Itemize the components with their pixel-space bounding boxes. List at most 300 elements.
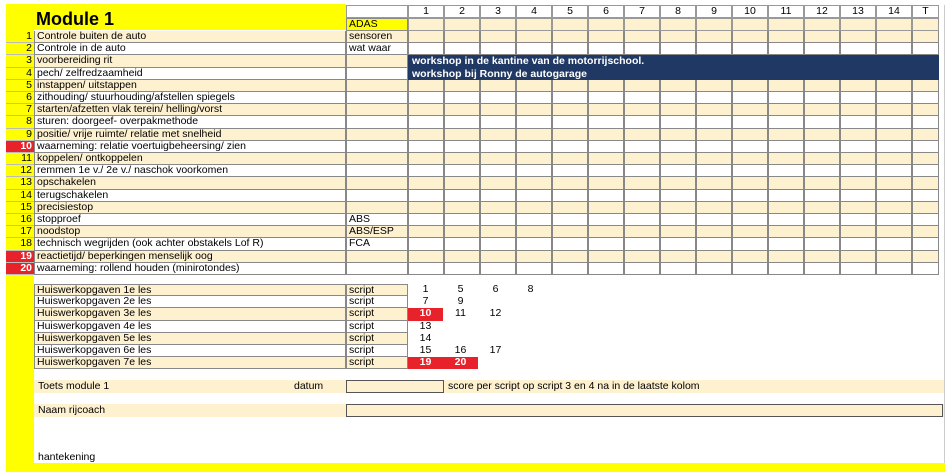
grid-cell[interactable]	[768, 104, 804, 116]
grid-cell[interactable]	[444, 92, 480, 104]
row-adas	[346, 80, 408, 92]
grid-cell[interactable]	[444, 190, 480, 202]
row-number: 11	[6, 153, 34, 165]
grid-cell[interactable]	[444, 177, 480, 189]
grid-cell[interactable]	[876, 177, 912, 189]
grid-cell[interactable]	[588, 190, 624, 202]
grid-cell[interactable]	[552, 80, 588, 92]
grid-cell[interactable]	[732, 92, 768, 104]
homework-type: script	[346, 345, 408, 357]
row-label: instappen/ uitstappen	[34, 80, 346, 92]
grid-cell[interactable]	[732, 238, 768, 250]
grid-cell[interactable]	[516, 80, 552, 92]
grid-cell[interactable]	[840, 129, 876, 141]
grid-cell[interactable]	[696, 43, 732, 55]
grid-cell[interactable]	[696, 251, 732, 263]
grid-cell[interactable]	[876, 202, 912, 214]
grid-cell[interactable]	[624, 92, 660, 104]
grid-cell[interactable]	[768, 31, 804, 43]
row-adas	[346, 55, 408, 67]
grid-cell[interactable]	[660, 43, 696, 55]
grid-cell[interactable]	[444, 226, 480, 238]
grid-cell[interactable]	[624, 31, 660, 43]
grid-cell[interactable]	[660, 31, 696, 43]
grid-cell[interactable]	[912, 238, 939, 250]
grid-cell[interactable]	[768, 92, 804, 104]
grid-cell[interactable]	[660, 153, 696, 165]
grid-cell[interactable]	[480, 80, 516, 92]
grid-cell[interactable]	[696, 31, 732, 43]
row-label: opschakelen	[34, 177, 346, 189]
row-number: 1	[6, 31, 34, 43]
grid-cell[interactable]	[696, 202, 732, 214]
grid-cell[interactable]	[624, 190, 660, 202]
grid-cell[interactable]	[624, 238, 660, 250]
grid-cell[interactable]	[552, 177, 588, 189]
grid-cell[interactable]	[660, 80, 696, 92]
column-subheader	[768, 18, 804, 31]
grid-cell[interactable]	[444, 116, 480, 128]
grid-cell[interactable]	[552, 263, 588, 275]
homework-label: Huiswerkopgaven 3e les	[34, 308, 346, 320]
grid-cell[interactable]	[444, 129, 480, 141]
grid-cell[interactable]	[660, 263, 696, 275]
naam-rijcoach-field[interactable]	[346, 404, 943, 417]
grid-cell[interactable]	[624, 43, 660, 55]
grid-cell[interactable]	[588, 238, 624, 250]
grid-cell[interactable]	[552, 31, 588, 43]
grid-cell[interactable]	[912, 226, 939, 238]
grid-cell[interactable]	[552, 92, 588, 104]
grid-cell[interactable]	[696, 141, 732, 153]
grid-cell[interactable]	[660, 165, 696, 177]
grid-cell[interactable]	[444, 31, 480, 43]
grid-cell[interactable]	[516, 226, 552, 238]
grid-cell[interactable]	[408, 116, 444, 128]
grid-cell[interactable]	[624, 202, 660, 214]
grid-cell[interactable]	[588, 104, 624, 116]
grid-cell[interactable]	[624, 153, 660, 165]
grid-cell[interactable]	[732, 202, 768, 214]
grid-cell[interactable]	[480, 43, 516, 55]
grid-cell[interactable]	[552, 116, 588, 128]
grid-cell[interactable]	[516, 251, 552, 263]
grid-cell[interactable]	[804, 238, 840, 250]
grid-cell[interactable]	[660, 190, 696, 202]
grid-cell[interactable]	[696, 129, 732, 141]
grid-cell[interactable]	[912, 80, 939, 92]
grid-cell[interactable]	[444, 165, 480, 177]
grid-cell[interactable]	[876, 141, 912, 153]
row-label: starten/afzetten vlak terein/ helling/vorst	[34, 104, 346, 116]
row-number: 18	[6, 238, 34, 250]
grid-cell[interactable]	[480, 141, 516, 153]
grid-cell[interactable]	[912, 129, 939, 141]
grid-cell[interactable]	[660, 214, 696, 226]
grid-cell[interactable]	[804, 141, 840, 153]
grid-cell[interactable]	[480, 129, 516, 141]
grid-cell[interactable]	[804, 129, 840, 141]
grid-cell[interactable]	[840, 104, 876, 116]
grid-cell[interactable]	[480, 251, 516, 263]
grid-cell[interactable]	[408, 202, 444, 214]
grid-cell[interactable]	[732, 43, 768, 55]
grid-cell[interactable]	[840, 251, 876, 263]
grid-cell[interactable]	[912, 190, 939, 202]
grid-cell[interactable]	[552, 129, 588, 141]
grid-cell[interactable]	[444, 202, 480, 214]
grid-cell[interactable]	[912, 141, 939, 153]
grid-cell[interactable]	[912, 214, 939, 226]
grid-cell[interactable]	[768, 251, 804, 263]
grid-cell[interactable]	[516, 238, 552, 250]
grid-cell[interactable]	[804, 104, 840, 116]
grid-cell[interactable]	[732, 116, 768, 128]
grid-cell[interactable]	[552, 190, 588, 202]
grid-cell[interactable]	[768, 238, 804, 250]
grid-cell[interactable]	[660, 226, 696, 238]
grid-cell[interactable]	[408, 31, 444, 43]
grid-cell[interactable]	[732, 153, 768, 165]
grid-cell[interactable]	[480, 263, 516, 275]
grid-cell[interactable]	[840, 116, 876, 128]
grid-cell[interactable]	[804, 116, 840, 128]
grid-cell[interactable]	[768, 141, 804, 153]
grid-cell[interactable]	[516, 202, 552, 214]
grid-cell[interactable]	[588, 214, 624, 226]
grid-cell[interactable]	[624, 141, 660, 153]
homework-type: script	[346, 333, 408, 345]
grid-cell[interactable]	[768, 43, 804, 55]
grid-cell[interactable]	[732, 141, 768, 153]
grid-cell[interactable]	[516, 263, 552, 275]
grid-cell[interactable]	[696, 226, 732, 238]
grid-cell[interactable]	[804, 80, 840, 92]
grid-cell[interactable]	[660, 116, 696, 128]
grid-cell[interactable]	[768, 165, 804, 177]
grid-cell[interactable]	[552, 104, 588, 116]
grid-cell[interactable]	[912, 31, 939, 43]
grid-cell[interactable]	[876, 129, 912, 141]
grid-cell[interactable]	[696, 153, 732, 165]
grid-cell[interactable]	[696, 263, 732, 275]
grid-cell[interactable]	[408, 129, 444, 141]
grid-cell[interactable]	[876, 190, 912, 202]
grid-cell[interactable]	[480, 92, 516, 104]
grid-cell[interactable]	[660, 251, 696, 263]
grid-cell[interactable]	[696, 116, 732, 128]
grid-cell[interactable]	[516, 43, 552, 55]
grid-cell[interactable]	[804, 214, 840, 226]
grid-cell[interactable]	[804, 92, 840, 104]
grid-cell[interactable]	[876, 104, 912, 116]
row-label: remmen 1e v./ 2e v./ naschok voorkomen	[34, 165, 346, 177]
grid-cell[interactable]	[876, 92, 912, 104]
row-adas	[346, 104, 408, 116]
grid-cell[interactable]	[480, 104, 516, 116]
grid-cell[interactable]	[516, 104, 552, 116]
grid-cell[interactable]	[840, 43, 876, 55]
grid-cell[interactable]	[588, 129, 624, 141]
grid-cell[interactable]	[840, 165, 876, 177]
grid-cell[interactable]	[660, 141, 696, 153]
row-adas	[346, 263, 408, 275]
row-adas	[346, 92, 408, 104]
grid-cell[interactable]	[408, 80, 444, 92]
grid-cell[interactable]	[444, 214, 480, 226]
grid-cell[interactable]	[516, 92, 552, 104]
script-number: 17	[489, 344, 502, 356]
grid-cell[interactable]	[480, 226, 516, 238]
grid-cell[interactable]	[840, 190, 876, 202]
grid-cell[interactable]	[480, 190, 516, 202]
grid-cell[interactable]	[804, 263, 840, 275]
grid-cell[interactable]	[876, 263, 912, 275]
grid-cell[interactable]	[660, 202, 696, 214]
grid-cell[interactable]	[732, 226, 768, 238]
grid-cell[interactable]	[696, 190, 732, 202]
grid-cell[interactable]	[588, 92, 624, 104]
grid-cell[interactable]	[480, 214, 516, 226]
grid-cell[interactable]	[768, 116, 804, 128]
grid-cell[interactable]	[588, 43, 624, 55]
grid-cell[interactable]	[732, 104, 768, 116]
grid-cell[interactable]	[408, 92, 444, 104]
grid-cell[interactable]	[912, 116, 939, 128]
grid-cell[interactable]	[732, 31, 768, 43]
grid-cell[interactable]	[732, 165, 768, 177]
grid-cell[interactable]	[588, 141, 624, 153]
row-label: positie/ vrije ruimte/ relatie met snelheid	[34, 129, 346, 141]
grid-cell[interactable]	[552, 238, 588, 250]
grid-cell[interactable]	[516, 190, 552, 202]
grid-cell[interactable]	[588, 226, 624, 238]
datum-field[interactable]	[346, 380, 444, 393]
grid-cell[interactable]	[912, 165, 939, 177]
grid-cell[interactable]	[696, 104, 732, 116]
grid-cell[interactable]	[912, 92, 939, 104]
grid-cell[interactable]	[624, 251, 660, 263]
grid-cell[interactable]	[912, 153, 939, 165]
grid-cell[interactable]	[588, 263, 624, 275]
grid-cell[interactable]	[588, 202, 624, 214]
grid-cell[interactable]	[624, 80, 660, 92]
grid-cell[interactable]	[912, 177, 939, 189]
grid-cell[interactable]	[804, 226, 840, 238]
grid-cell[interactable]	[408, 104, 444, 116]
grid-cell[interactable]	[732, 190, 768, 202]
grid-cell[interactable]	[444, 238, 480, 250]
column-subheader	[624, 18, 660, 31]
row-label: sturen: doorgeef- overpakmethode	[34, 116, 346, 128]
grid-cell[interactable]	[840, 238, 876, 250]
grid-cell[interactable]	[480, 116, 516, 128]
column-subheader	[660, 18, 696, 31]
grid-cell[interactable]	[480, 165, 516, 177]
grid-cell[interactable]	[444, 251, 480, 263]
grid-cell[interactable]	[516, 31, 552, 43]
grid-cell[interactable]	[840, 226, 876, 238]
grid-cell[interactable]	[840, 263, 876, 275]
grid-cell[interactable]	[732, 214, 768, 226]
grid-cell[interactable]	[516, 153, 552, 165]
grid-cell[interactable]	[552, 202, 588, 214]
grid-cell[interactable]	[876, 80, 912, 92]
grid-cell[interactable]	[588, 116, 624, 128]
row-adas	[346, 190, 408, 202]
grid-cell[interactable]	[804, 165, 840, 177]
grid-cell[interactable]	[876, 116, 912, 128]
grid-cell[interactable]	[624, 226, 660, 238]
grid-cell[interactable]	[408, 141, 444, 153]
grid-cell[interactable]	[552, 153, 588, 165]
grid-cell[interactable]	[444, 43, 480, 55]
grid-cell[interactable]	[552, 141, 588, 153]
grid-cell[interactable]	[516, 141, 552, 153]
grid-cell[interactable]	[480, 177, 516, 189]
grid-cell[interactable]	[444, 263, 480, 275]
grid-cell[interactable]	[696, 80, 732, 92]
grid-cell[interactable]	[660, 129, 696, 141]
grid-cell[interactable]	[552, 251, 588, 263]
grid-cell[interactable]	[408, 214, 444, 226]
grid-cell[interactable]	[732, 263, 768, 275]
column-subheader	[840, 18, 876, 31]
grid-cell[interactable]	[840, 177, 876, 189]
grid-cell[interactable]	[840, 214, 876, 226]
column-header: 14	[876, 5, 912, 18]
grid-cell[interactable]	[876, 226, 912, 238]
grid-cell[interactable]	[768, 226, 804, 238]
grid-cell[interactable]	[876, 43, 912, 55]
grid-cell[interactable]	[660, 104, 696, 116]
grid-cell[interactable]	[480, 153, 516, 165]
grid-cell[interactable]	[480, 31, 516, 43]
grid-cell[interactable]	[804, 43, 840, 55]
row-label: Controle buiten de auto	[34, 31, 346, 43]
grid-cell[interactable]	[696, 214, 732, 226]
grid-cell[interactable]	[552, 165, 588, 177]
grid-cell[interactable]	[696, 92, 732, 104]
grid-cell[interactable]	[660, 238, 696, 250]
grid-cell[interactable]	[624, 214, 660, 226]
grid-cell[interactable]	[588, 251, 624, 263]
grid-cell[interactable]	[444, 80, 480, 92]
grid-cell[interactable]	[768, 80, 804, 92]
grid-cell[interactable]	[588, 80, 624, 92]
grid-cell[interactable]	[876, 214, 912, 226]
grid-cell[interactable]	[912, 263, 939, 275]
grid-cell[interactable]	[804, 251, 840, 263]
grid-cell[interactable]	[624, 116, 660, 128]
grid-cell[interactable]	[660, 92, 696, 104]
grid-cell[interactable]	[876, 153, 912, 165]
grid-cell[interactable]	[408, 226, 444, 238]
grid-cell[interactable]	[840, 31, 876, 43]
grid-cell[interactable]	[768, 177, 804, 189]
row-number: 12	[6, 165, 34, 177]
grid-cell[interactable]	[552, 226, 588, 238]
grid-cell[interactable]	[804, 31, 840, 43]
grid-cell[interactable]	[840, 80, 876, 92]
grid-cell[interactable]	[804, 177, 840, 189]
grid-cell[interactable]	[624, 263, 660, 275]
grid-cell[interactable]	[408, 165, 444, 177]
grid-cell[interactable]	[804, 153, 840, 165]
grid-cell[interactable]	[696, 177, 732, 189]
grid-cell[interactable]	[408, 263, 444, 275]
grid-cell[interactable]	[516, 116, 552, 128]
grid-cell[interactable]	[768, 263, 804, 275]
grid-cell[interactable]	[588, 177, 624, 189]
homework-type: script	[346, 321, 408, 333]
grid-cell[interactable]	[912, 251, 939, 263]
grid-cell[interactable]	[876, 31, 912, 43]
grid-cell[interactable]	[660, 177, 696, 189]
grid-cell[interactable]	[408, 153, 444, 165]
grid-cell[interactable]	[588, 31, 624, 43]
grid-cell[interactable]	[732, 251, 768, 263]
grid-cell[interactable]	[624, 177, 660, 189]
grid-cell[interactable]	[624, 165, 660, 177]
grid-cell[interactable]	[588, 153, 624, 165]
grid-cell[interactable]	[516, 165, 552, 177]
grid-cell[interactable]	[408, 251, 444, 263]
grid-cell[interactable]	[516, 129, 552, 141]
grid-cell[interactable]	[732, 177, 768, 189]
grid-cell[interactable]	[804, 202, 840, 214]
grid-cell[interactable]	[912, 104, 939, 116]
grid-cell[interactable]	[588, 165, 624, 177]
grid-cell[interactable]	[876, 165, 912, 177]
grid-cell[interactable]	[480, 238, 516, 250]
grid-cell[interactable]	[840, 141, 876, 153]
grid-cell[interactable]	[840, 92, 876, 104]
grid-cell[interactable]	[516, 177, 552, 189]
grid-cell[interactable]	[552, 214, 588, 226]
grid-cell[interactable]	[444, 141, 480, 153]
grid-cell[interactable]	[768, 153, 804, 165]
column-header: 12	[804, 5, 840, 18]
grid-cell[interactable]	[768, 190, 804, 202]
grid-cell[interactable]	[408, 190, 444, 202]
grid-cell[interactable]	[840, 202, 876, 214]
grid-cell[interactable]	[768, 214, 804, 226]
grid-cell[interactable]	[696, 165, 732, 177]
grid-cell[interactable]	[516, 214, 552, 226]
grid-cell[interactable]	[480, 202, 516, 214]
grid-cell[interactable]	[624, 104, 660, 116]
grid-cell[interactable]	[444, 104, 480, 116]
grid-cell[interactable]	[408, 177, 444, 189]
grid-cell[interactable]	[876, 238, 912, 250]
grid-cell[interactable]	[696, 238, 732, 250]
grid-cell[interactable]	[912, 202, 939, 214]
grid-cell[interactable]	[768, 129, 804, 141]
grid-cell[interactable]	[768, 202, 804, 214]
grid-cell[interactable]	[912, 43, 939, 55]
grid-cell[interactable]	[840, 153, 876, 165]
grid-cell[interactable]	[408, 238, 444, 250]
grid-cell[interactable]	[804, 190, 840, 202]
grid-cell[interactable]	[876, 251, 912, 263]
grid-cell[interactable]	[444, 153, 480, 165]
grid-cell[interactable]	[624, 129, 660, 141]
grid-cell[interactable]	[732, 80, 768, 92]
grid-cell[interactable]	[732, 129, 768, 141]
grid-cell[interactable]	[408, 43, 444, 55]
grid-cell[interactable]	[552, 43, 588, 55]
